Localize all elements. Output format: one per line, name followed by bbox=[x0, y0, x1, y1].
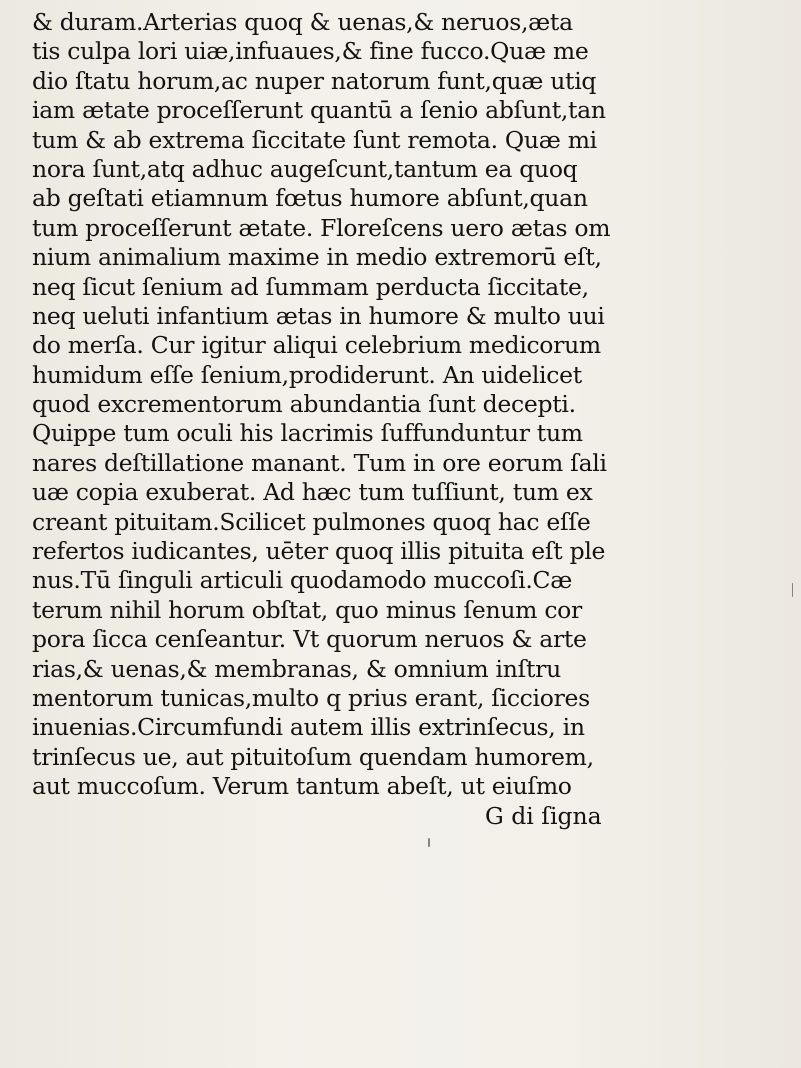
paper-speck bbox=[428, 838, 430, 847]
signature-mark: G di ſigna bbox=[485, 801, 602, 830]
text-line: uæ copia exuberat. Ad hæc tum tuſſiunt, tum ex bbox=[32, 478, 593, 507]
text-line: mentorum tunicas,multo q prius erant, ſicciores bbox=[32, 683, 590, 712]
text-line: inuenias.Circumfundi autem illis extrinſecus, in bbox=[32, 713, 585, 742]
text-line: humidum eſſe ſenium,prodiderunt. An uidelicet bbox=[32, 360, 582, 389]
text-line: nares deſtillatione manant. Tum in ore eorum ſali bbox=[32, 448, 607, 477]
paper-speck bbox=[792, 583, 793, 597]
text-line: terum nihil horum obſtat, quo minus ſenum cor bbox=[32, 595, 582, 624]
text-line: nus.Tū ſinguli articuli quodamodo muccoſi.Cæ bbox=[32, 566, 573, 595]
latin-text-block bbox=[32, 8, 762, 831]
text-line: ab geſtati etiamnum fœtus humore abſunt,quan bbox=[32, 184, 588, 213]
text-line: do merſa. Cur igitur aliqui celebrium medicorum bbox=[32, 331, 601, 360]
text-line: refertos iudicantes, uēter quoq illis pituita eſt ple bbox=[32, 537, 606, 566]
text-line: tum & ab extrema ſiccitate ſunt remota. Quæ mi bbox=[32, 125, 597, 154]
text-line: nium animalium maxime in medio extremorū eſt, bbox=[32, 243, 602, 272]
text-line: tis culpa lori uiæ,infuaues,& fine fucco.Quæ me bbox=[32, 37, 589, 66]
text-line: creant pituitam.Scilicet pulmones quoq hac eſſe bbox=[32, 507, 591, 536]
text-line: trinſecus ue, aut pituitoſum quendam humorem, bbox=[32, 742, 594, 771]
text-line: rias,& uenas,& membranas, & omnium inſtru bbox=[32, 654, 561, 683]
text-line: pora ſicca cenſeantur. Vt quorum neruos & arte bbox=[32, 625, 587, 654]
text-line: tum proceſſerunt ætate. Floreſcens uero ætas om bbox=[32, 213, 611, 242]
text-line: iam ætate proceſſerunt quantū a ſenio abſunt,tan bbox=[32, 96, 606, 125]
text-line: & duram.Arterias quoq & uenas,& neruos,æta bbox=[32, 8, 573, 36]
text-line: Quippe tum oculi his lacrimis ſuffunduntur tum bbox=[32, 419, 583, 448]
text-line: nora ſunt,atq adhuc augeſcunt,tantum ea quoq bbox=[32, 154, 578, 183]
text-line: neq ueluti infantium ætas in humore & multo uui bbox=[32, 301, 605, 330]
text-line: aut muccoſum. Verum tantum abeſt, ut eiuſmo bbox=[32, 772, 572, 801]
text-line: neq ſicut ſenium ad ſummam perducta ſiccitate, bbox=[32, 272, 589, 301]
text-line: quod excrementorum abundantia ſunt decepti. bbox=[32, 390, 576, 419]
text-line: dio ſtatu horum,ac nuper natorum funt,quæ utiq bbox=[32, 66, 597, 95]
